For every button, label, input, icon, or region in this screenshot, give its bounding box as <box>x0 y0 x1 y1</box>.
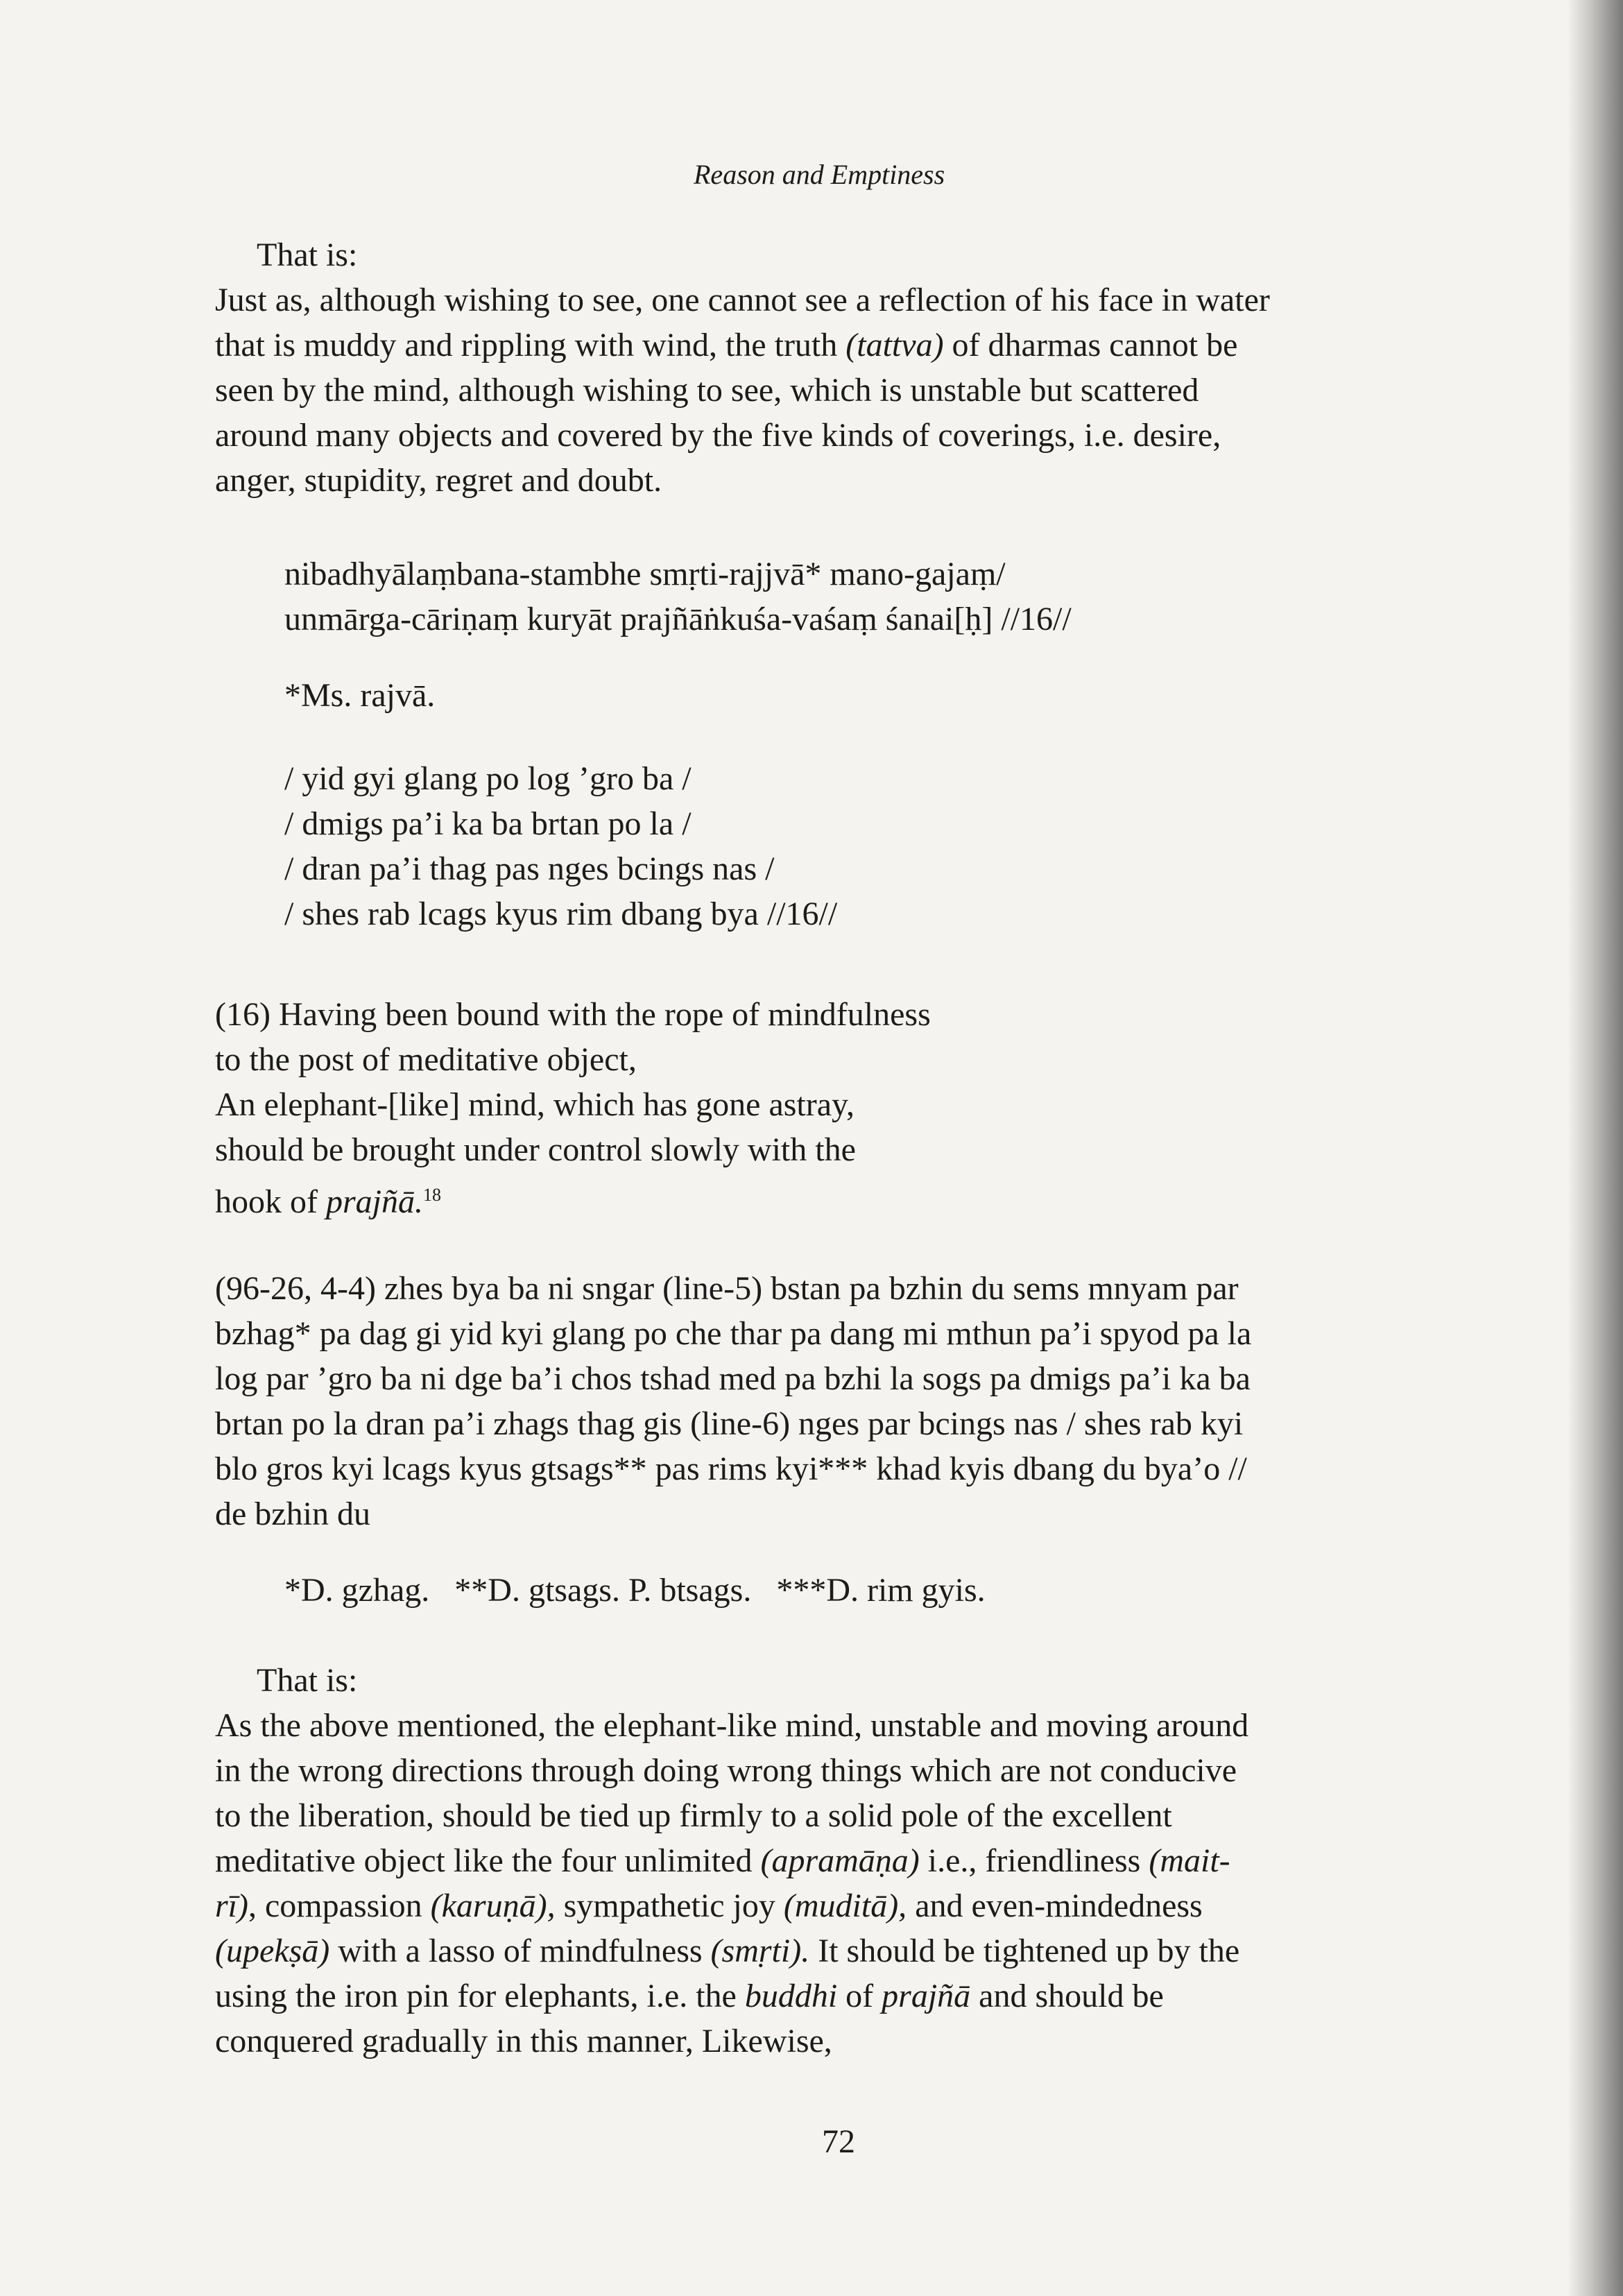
text-line: log par ’gro ba ni dge ba’i chos tshad med pa bzhi la sogs pa dmigs pa’i ka ba <box>215 1360 1251 1397</box>
verse-line: nibadhyālaṃbana-stambhe smṛti-rajjvā* mano-gajaṃ/ <box>284 556 1006 592</box>
text-line: blo gros kyi lcags kyus gtsags** pas rims kyi*** khad kyis dbang du bya’o // <box>215 1450 1247 1487</box>
verse-line: / dmigs pa’i ka ba brtan po la / <box>284 805 692 842</box>
tibetan-verse <box>284 756 1533 936</box>
text-line: bzhag* pa dag gi yid kyi glang po che thar pa dang mi mthun pa’i spyod pa la <box>215 1315 1252 1352</box>
verse-translation <box>215 992 1463 1224</box>
text-line: Just as, although wishing to see, one cannot see a reflection of his face in water <box>215 282 1270 318</box>
text-line: meditative object like the four unlimited (apramāṇa) i.e., friendliness (mait- <box>215 1842 1230 1879</box>
paragraph-explanation-1 <box>215 232 1463 503</box>
text-line: rī), compassion (karuṇā), sympathetic joy (muditā), and even-mindedness <box>215 1887 1203 1924</box>
text-line: around many objects and covered by the five kinds of coverings, i.e. desire, <box>215 417 1221 454</box>
text-line: de bzhin du <box>215 1496 370 1532</box>
text-line: brtan po la dran pa’i zhags thag gis (line-6) nges par bcings nas / shes rab kyi <box>215 1405 1244 1442</box>
paragraph-explanation-2 <box>215 1658 1463 2064</box>
running-header: Reason and Emptiness <box>694 159 945 190</box>
that-is-label: That is: <box>257 237 358 273</box>
verse-line: / yid gyi glang po log ’gro ba / <box>284 760 692 797</box>
text-line: anger, stupidity, regret and doubt. <box>215 462 662 499</box>
text-line: to the post of meditative object, <box>215 1041 637 1078</box>
verse-line: / shes rab lcags kyus rim dbang bya //16// <box>284 896 838 932</box>
text-line: using the iron pin for elephants, i.e. the buddhi of prajñā and should be <box>215 1978 1164 2014</box>
text-line: to the liberation, should be tied up firmly to a solid pole of the excellent <box>215 1797 1172 1834</box>
variant-readings-note: *D. gzhag. **D. gtsags. P. btsags. ***D. rim gyis. <box>284 1572 986 1609</box>
text-line: conquered gradually in this manner, Likewise, <box>215 2023 832 2059</box>
text-line: hook of prajñā.$^{18}$ <box>215 1183 441 1220</box>
page-edge-shadow <box>1568 0 1623 2296</box>
page-number: 72 <box>822 2123 855 2160</box>
text-line: As the above mentioned, the elephant-like mind, unstable and moving around <box>215 1707 1249 1744</box>
manuscript-note: *Ms. rajvā. <box>284 677 436 714</box>
text-line: should be brought under control slowly with the <box>215 1131 856 1168</box>
text-line: (16) Having been bound with the rope of mindfulness <box>215 996 931 1033</box>
verse-line: / dran pa’i thag pas nges bcings nas / <box>284 850 775 887</box>
tibetan-commentary <box>215 1266 1463 1613</box>
text-line: (upekṣā) with a lasso of mindfulness (smṛti). It should be tightened up by the <box>215 1933 1240 1969</box>
footnote-ref: 18 <box>423 1185 441 1205</box>
text-line: seen by the mind, although wishing to see, which is unstable but scattered <box>215 372 1199 409</box>
verse-line: unmārga-cāriṇaṃ kuryāt prajñāṅkuśa-vaśaṃ śanai[ḥ] //16// <box>284 601 1072 637</box>
that-is-label: That is: <box>257 1662 358 1699</box>
sanskrit-verse <box>284 551 1533 718</box>
text-line: (96-26, 4-4) zhes bya ba ni sngar (line-5) bstan pa bzhin du sems mnyam par <box>215 1270 1239 1307</box>
text-line: An elephant-[like] mind, which has gone astray, <box>215 1086 855 1123</box>
text-line: that is muddy and rippling with wind, the truth (tattva) of dharmas cannot be <box>215 327 1238 363</box>
text-line: in the wrong directions through doing wrong things which are not conducive <box>215 1752 1237 1789</box>
